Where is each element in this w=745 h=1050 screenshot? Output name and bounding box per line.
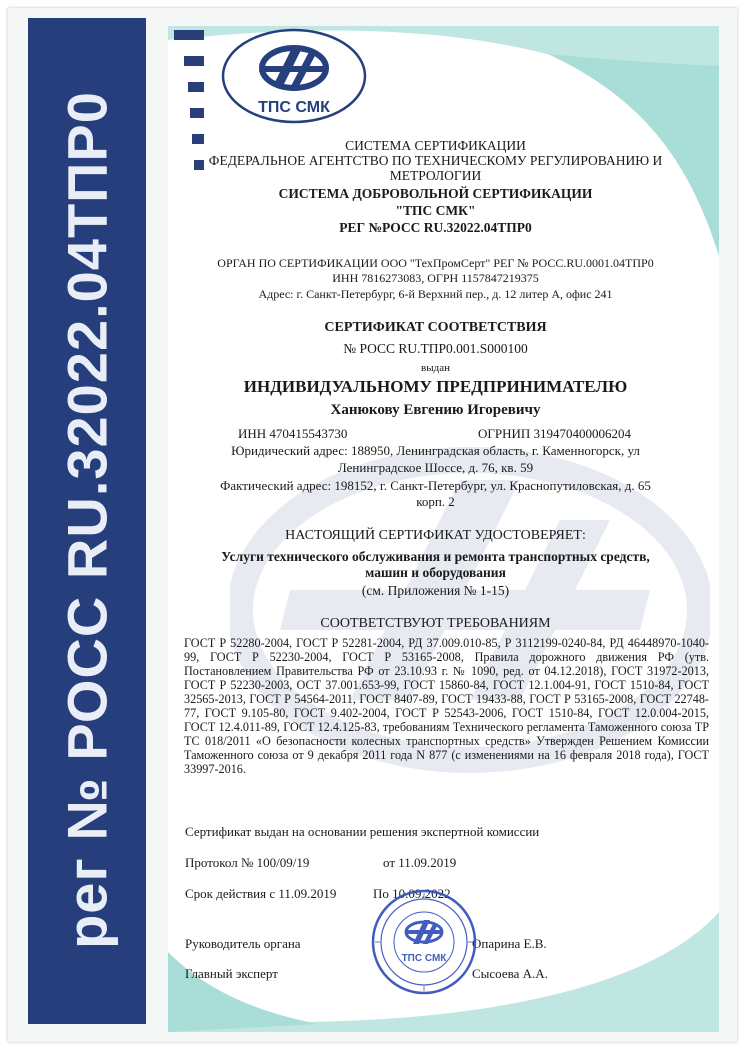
recipient-name: Ханюкову Евгению Игоревичу [330,402,541,418]
legal-address-line-1: Юридический адрес: 188950, Ленинградская область, г. Каменногорск, ул [231,443,640,458]
head-label: Руководитель органа [185,936,301,951]
vertical-registration-text: рег № РОСС RU.32022.04ТПР0 [55,91,119,949]
recipient-ogrnip: ОГРНИП 319470400006204 [478,426,632,441]
expert-name: Сысоева А.А. [472,966,548,981]
legal-address-line-2: Ленинградское Шоссе, д. 76, кв. 59 [337,460,534,475]
recipient-inn: ИНН 470415543730 [238,426,348,441]
stamp-text: ТПС СМК [401,953,447,964]
appendix-note: (см. Приложения № 1-15) [361,583,510,598]
protocol-date: от 11.09.2019 [383,855,457,870]
header-system-title: СИСТЕМА ДОБРОВОЛЬНОЙ СЕРТИФИКАЦИИ [278,186,593,201]
certificate-title: СЕРТИФИКАТ СООТВЕТСТВИЯ [324,320,547,335]
basis-text: Сертификат выдан на основании решения экспертной комиссии [185,824,540,839]
company-logo [221,28,367,124]
certifies-heading: НАСТОЯЩИЙ СЕРТИФИКАТ УДОСТОВЕРЯЕТ: [285,528,586,543]
header-line-1: СИСТЕМА СЕРТИФИКАЦИИ [345,138,526,153]
certificate-number: № РОСС RU.ТПР0.001.S000100 [343,341,528,356]
head-name: Опарина Е.В. [472,936,547,951]
organ-line-2: ИНН 7816273083, ОГРН 1157847219375 [332,271,539,285]
actual-address-line-1: Фактический адрес: 198152, г. Санкт-Петербург, ул. Краснопутиловская, д. 65 [220,478,651,493]
header-line-3: МЕТРОЛОГИИ [389,168,482,183]
header-system-name: "ТПС СМК" [395,203,476,218]
requirements-heading: СООТВЕТСТВУЮТ ТРЕБОВАНИЯМ [320,616,551,631]
validity-from: Срок действия с 11.09.2019 [185,886,337,901]
certificate-issued: выдан [421,362,450,374]
validity-to: По 10.09.2022 [373,886,451,901]
official-stamp [370,888,478,996]
organ-line-3: Адрес: г. Санкт-Петербург, 6-й Верхний пер., д. 12 литер А, офис 241 [258,287,613,301]
header-line-2: ФЕДЕРАЛЬНОЕ АГЕНТСТВО ПО ТЕХНИЧЕСКОМУ РЕГУЛИРОВАНИЮ И [208,153,663,168]
header-registration: РЕГ №РОСС RU.32022.04ТПР0 [339,220,532,235]
service-line-1: Услуги технического обслуживания и ремонта транспортных средств, [221,549,650,564]
expert-label: Главный эксперт [185,966,278,981]
actual-address-line-2: корп. 2 [416,494,455,509]
service-line-2: машин и оборудования [365,565,506,580]
requirements-text: ГОСТ Р 52280-2004, ГОСТ Р 52281-2004, РД 37.009.010-85, Р 3112199-0240-84, РД 46448970-1040-99, ГОСТ Р 52230-2004, ГОСТ Р 53165-2008, Правила дорожного движения РФ (утв. Постановлением Правительства РФ от 23.10.93 г. № 1090, ред. от 04.12.2018), ГОСТ 31972-2013, ГОСТ Р 52230-2003, ОСТ 37.001.653-99, ГОСТ 15860-84, ГОСТ 12.1.004-91, ГОСТ 1510-84, ГОСТ 32565-2013, ГОСТ Р 54564-2011, ГОСТ 8407-89, ГОСТ 19433-88, ГОСТ Р 53165-2008, ГОСТ 22748-77, ГОСТ 9.105-80, ГОСТ 9.402-2004, ГОСТ Р 52543-2006, ГОСТ 1510-84, ГОСТ 12.0.004-2015, ГОСТ 12.4.011-89, ГОСТ 12.4.125-83, требованиям Технического регламента Таможенного союза ТР ТС 018/2011 «О безопасности колесных транспортных средств» Утвержден Решением Комиссии Таможенного союза от 9 декабря 2011 года N 877 (с изменениями на 16 февраля 2018 года), ГОСТ 33997-2016. [184,636,709,776]
organ-line-1: ОРГАН ПО СЕРТИФИКАЦИИ ООО "ТехПромСерт" РЕГ № РОСС.RU.0001.04ТПР0 [217,256,654,270]
logo-text: ТПС СМК [258,99,330,116]
protocol-number: Протокол № 100/09/19 [185,855,310,870]
recipient-type: ИНДИВИДУАЛЬНОМУ ПРЕДПРИНИМАТЕЛЮ [243,377,628,396]
